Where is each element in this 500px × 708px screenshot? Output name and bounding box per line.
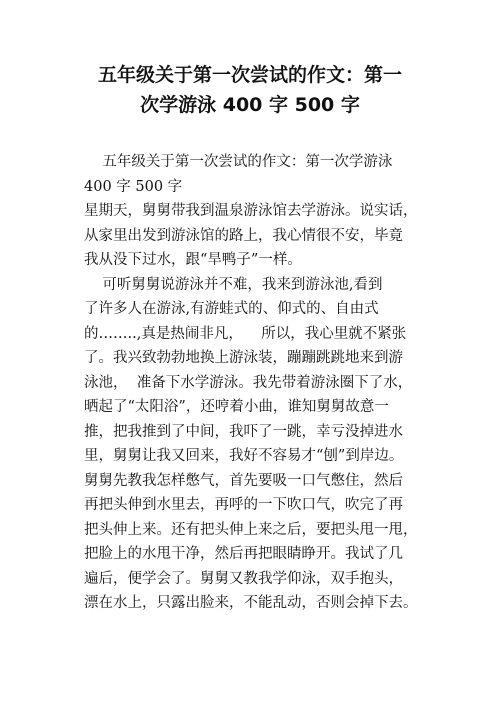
body-line: 再把头伸到水里去，再呼的一下吹口气，吹完了再 [84, 497, 403, 513]
body-line: 泳池， 准备下水学游泳。我先带着游泳圈下了水， [84, 374, 413, 391]
body-line: 遍后，便学会了。舅舅又教我学仰泳，双手抱头， [84, 570, 403, 587]
title-line: 次学游泳 400 字 500 字 [140, 94, 360, 116]
body-line: 舅舅先教我怎样憋气，首先要吸一口气憋住，然后 [84, 472, 403, 489]
body-line: 了许多人在游泳,有游蛙式的、仰式的、自由式 [84, 301, 379, 317]
body-line: 推，把我推到了中间，我吓了一跳，幸亏没掉进水 [84, 423, 403, 440]
body-line: 晒起了“太阳浴”，还哼着小曲，谁知舅舅故意一 [84, 399, 389, 415]
body-line: 的……..,真是热闹非凡， 所以，我心里就不紧张 [84, 325, 407, 342]
title-line: 五年级关于第一次尝试的作文：第一 [97, 64, 402, 86]
body-line: 从家里出发到游泳馆的路上，我心情很不安，毕竟 [84, 227, 403, 244]
body-line: 漂在水上，只露出脸来，不能乱动，否则会掉下去。 [84, 595, 418, 611]
body-line: 星期天，舅舅带我到温泉游泳馆去学游泳。说实话， [84, 203, 418, 219]
body-line: 把脸上的水甩干净，然后再把眼睛睁开。我试了几 [84, 546, 403, 562]
document-body [84, 150, 434, 616]
body-line: 我从没下过水，跟“旱鸭子”一样。 [84, 252, 302, 268]
body-line: 里，舅舅让我又回来，我好不容易才“刨”到岸边。 [84, 448, 404, 464]
body-line: 400 字 500 字 [84, 178, 183, 195]
body-line: 可听舅舅说游泳并不难，我来到游泳池,看到 [84, 276, 383, 293]
body-line: 了。我兴致勃勃地换上游泳装，蹦蹦跳跳地来到游 [84, 350, 403, 366]
body-line: 把头伸上来。还有把头伸上来之后，要把头甩一甩， [84, 521, 418, 538]
document-title [60, 60, 440, 120]
body-line: 五年级关于第一次尝试的作文：第一次学游泳 [84, 154, 393, 170]
